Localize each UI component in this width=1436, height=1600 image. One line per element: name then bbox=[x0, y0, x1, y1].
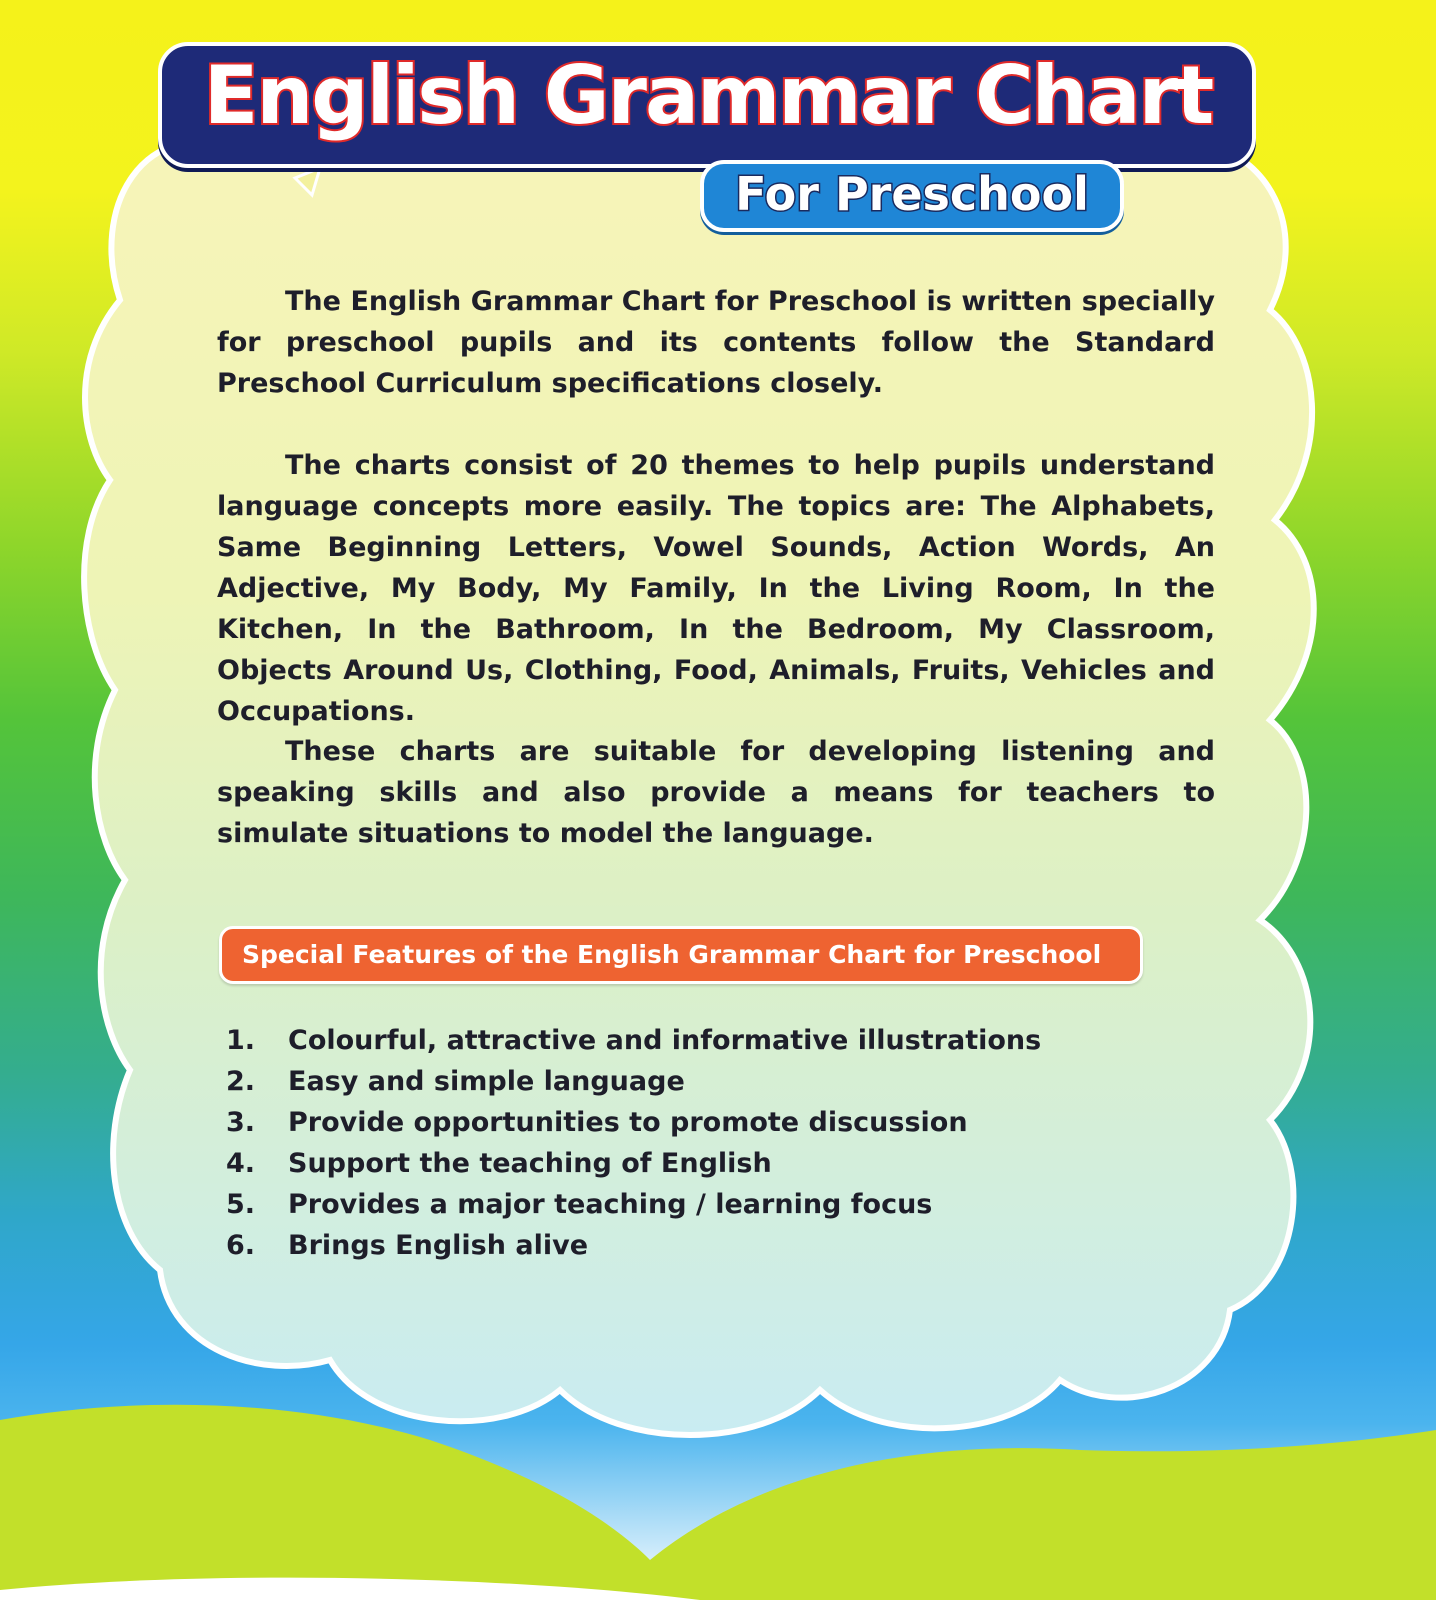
list-item bbox=[226, 1184, 1146, 1225]
page-subtitle: For Preschool bbox=[735, 167, 1089, 221]
themes-paragraph: The charts consist of 20 themes to help pupils understand language concepts more easily. The topics are: The Alphabets, Same Beginning Letters, Vowel Sounds, Action Words, An Adjective, My Body, My Family, In the Living Room, In the Kitchen, In the Bathroom, In the Bedroom, My Classroom, Objects Around Us, Clothing, Food, Animals, Fruits, Vehicles and Occupations. bbox=[217, 450, 1215, 727]
list-item-number: 3. bbox=[226, 1107, 256, 1138]
list-item-text: Provides a major teaching / learning focus bbox=[288, 1189, 933, 1220]
list-item-number: 4. bbox=[226, 1148, 256, 1179]
list-item-text: Provide opportunities to promote discussion bbox=[288, 1107, 968, 1138]
list-item-text: Support the teaching of English bbox=[288, 1148, 772, 1179]
list-item-number: 6. bbox=[226, 1230, 256, 1261]
feature-list bbox=[226, 1020, 1146, 1266]
list-item bbox=[226, 1143, 1146, 1184]
features-heading: Special Features of the English Grammar Chart for Preschool bbox=[242, 940, 1102, 969]
suitability-paragraph: These charts are suitable for developing listening and speaking skills and also provide a means for teachers to simulate situations to model the language. bbox=[217, 736, 1215, 849]
list-item-number: 5. bbox=[226, 1189, 256, 1220]
intro-paragraph: The English Grammar Chart for Preschool is written specially for preschool pupils and its contents follow the Standard Preschool Curriculum specifications closely. bbox=[217, 286, 1215, 399]
list-item bbox=[226, 1061, 1146, 1102]
list-item-text: Colourful, attractive and informative illustrations bbox=[288, 1025, 1042, 1056]
list-item bbox=[226, 1225, 1146, 1266]
list-item bbox=[226, 1102, 1146, 1143]
list-item-text: Easy and simple language bbox=[288, 1066, 685, 1097]
list-item-number: 2. bbox=[226, 1066, 256, 1097]
list-item-number: 1. bbox=[226, 1025, 256, 1056]
list-item bbox=[226, 1020, 1146, 1061]
list-item-text: Brings English alive bbox=[288, 1230, 589, 1261]
page-title: English Grammar Chart bbox=[203, 49, 1213, 142]
